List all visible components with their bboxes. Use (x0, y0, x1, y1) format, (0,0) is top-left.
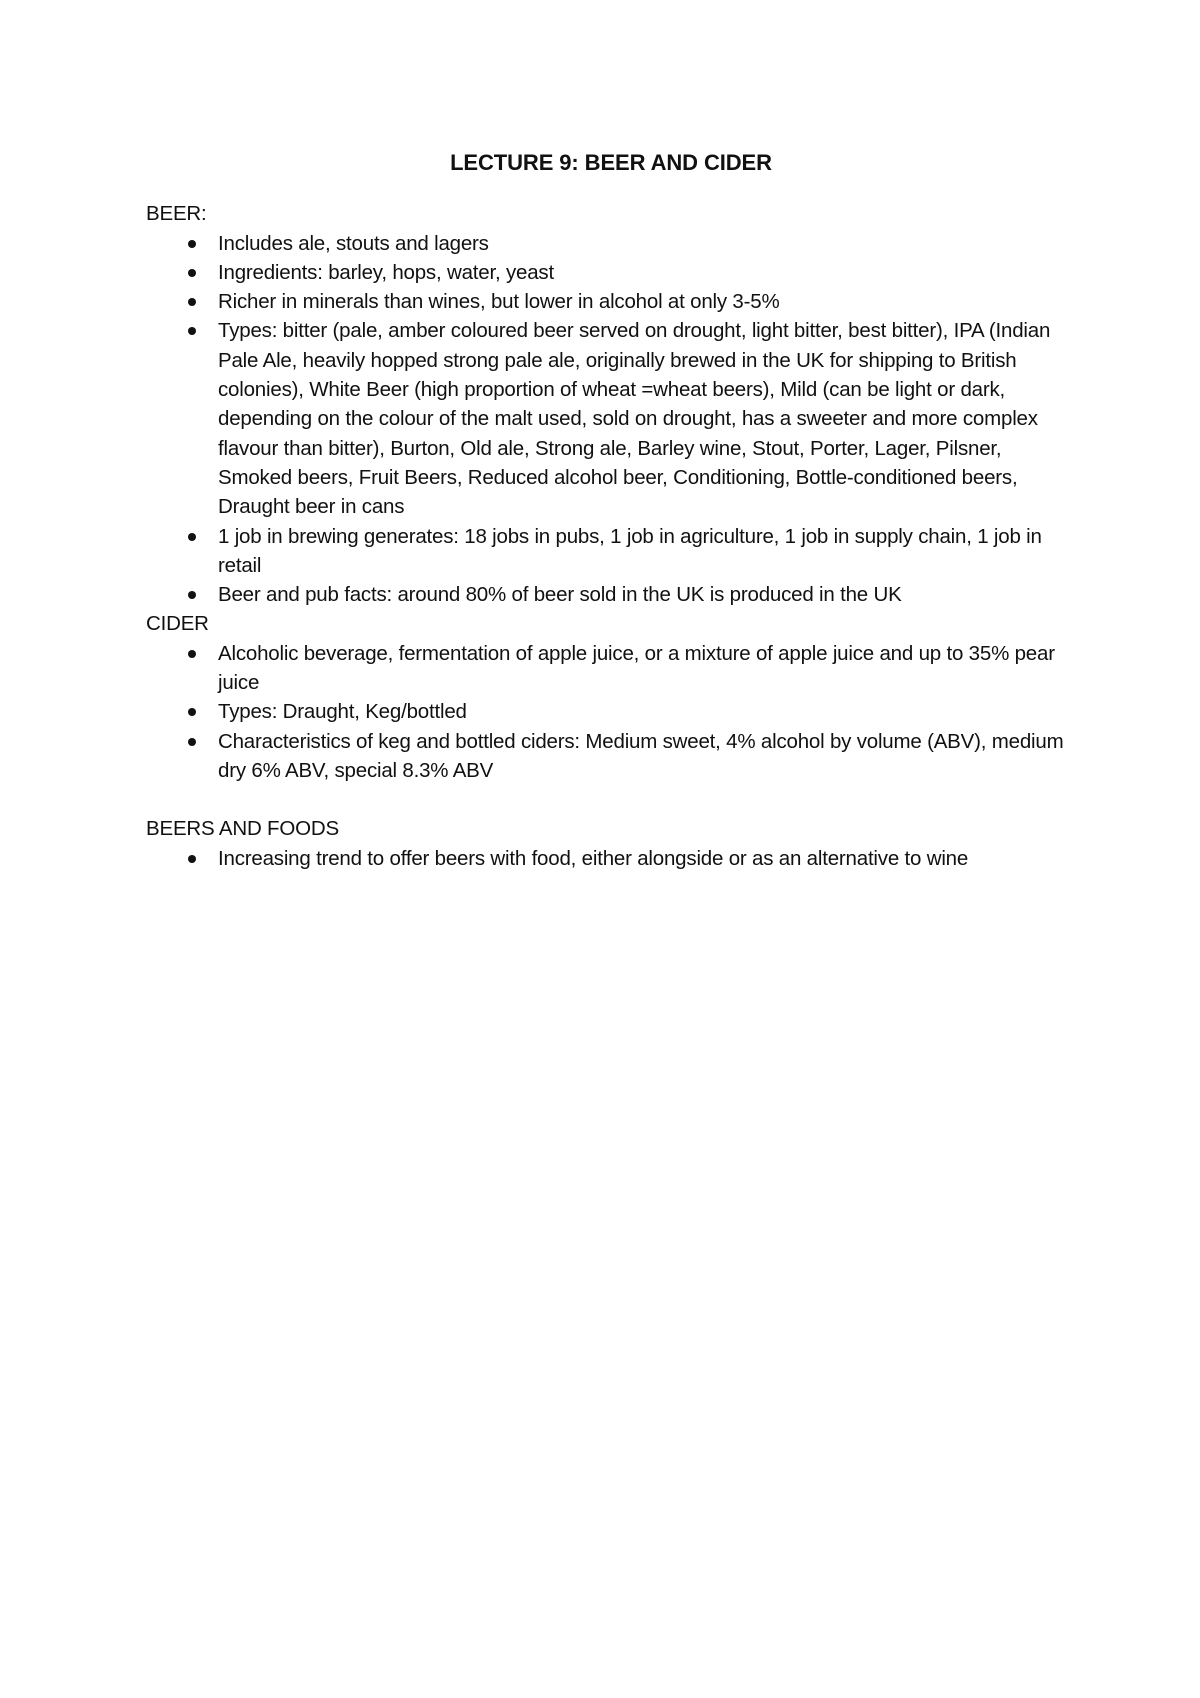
list-item: Characteristics of keg and bottled ciders: Medium sweet, 4% alcohol by volume (ABV), medium dry 6% ABV, special 8.3% ABV (218, 727, 1076, 786)
list-item: Includes ale, stouts and lagers (218, 229, 1076, 258)
list-item: Alcoholic beverage, fermentation of apple juice, or a mixture of apple juice and up to 35% pear juice (218, 639, 1076, 698)
list-item: Types: Draught, Keg/bottled (218, 697, 1076, 726)
section-heading-cider: CIDER (146, 612, 209, 636)
list-item: Richer in minerals than wines, but lower in alcohol at only 3-5% (218, 287, 1076, 316)
document-body (146, 148, 1076, 873)
cider-bullet-list (146, 639, 1076, 785)
beer-bullet-list (146, 229, 1076, 610)
list-item: Beer and pub facts: around 80% of beer sold in the UK is produced in the UK (218, 580, 1076, 609)
list-item: Ingredients: barley, hops, water, yeast (218, 258, 1076, 287)
section-heading-beer: BEER: (146, 202, 207, 226)
list-item: Types: bitter (pale, amber coloured beer served on drought, light bitter, best bitter), IPA (Indian Pale Ale, heavily hopped strong pale ale, originally brewed in the UK for shipping to British colonies), White Beer (high proportion of wheat =wheat beers), Mild (can be light or dark, depending on the colour of the malt used, sold on drought, has a sweeter and more complex flavour than bitter), Burton, Old ale, Strong ale, Barley wine, Stout, Porter, Lager, Pilsner, Smoked beers, Fruit Beers, Reduced alcohol beer, Conditioning, Bottle-conditioned beers, Draught beer in cans (218, 316, 1076, 521)
section-heading-beers-and-foods: BEERS AND FOODS (146, 817, 339, 841)
list-item: 1 job in brewing generates: 18 jobs in pubs, 1 job in agriculture, 1 job in supply chain, 1 job in retail (218, 522, 1076, 581)
document-title: LECTURE 9: BEER AND CIDER (450, 150, 772, 175)
beers-and-foods-bullet-list (146, 844, 1076, 873)
list-item: Increasing trend to offer beers with food, either alongside or as an alternative to wine (218, 844, 1076, 873)
